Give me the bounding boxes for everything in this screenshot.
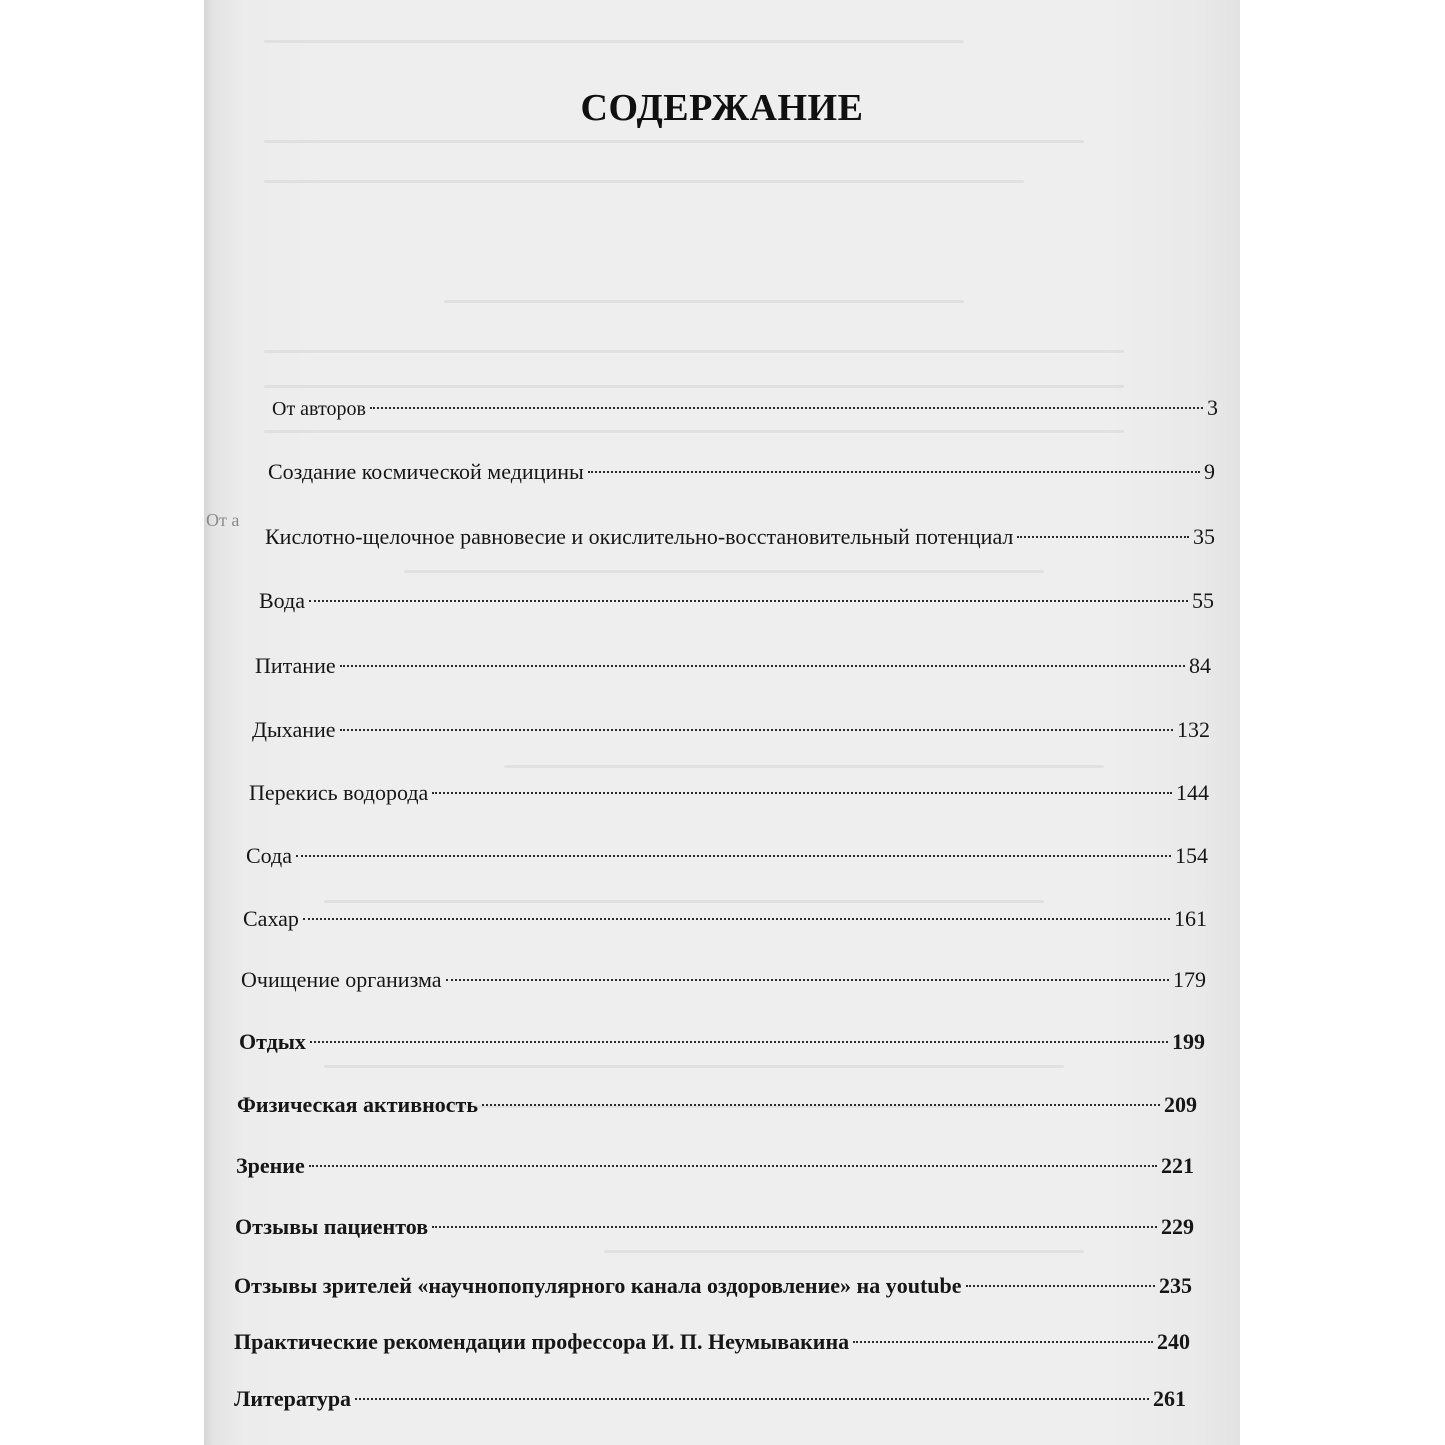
toc-entry-title: Отзывы пациентов <box>235 1214 429 1239</box>
toc-entry-page: 144 <box>1176 780 1209 805</box>
dot-leader <box>296 855 1171 857</box>
toc-entry <box>237 1090 1197 1120</box>
bleed-through-line <box>264 40 964 43</box>
dot-leader <box>853 1341 1153 1343</box>
toc-entry-title: Физическая активность <box>237 1092 478 1117</box>
toc-entry-page: 35 <box>1193 524 1215 549</box>
margin-text-fragment: От а <box>206 510 240 530</box>
toc-entry <box>234 1384 1186 1414</box>
toc-entry-title: Сода <box>246 843 292 868</box>
bleed-through-line <box>264 180 1024 183</box>
toc-entry <box>249 778 1209 808</box>
bleed-through-line <box>504 765 1104 768</box>
bleed-through-line <box>264 350 1124 353</box>
dot-leader <box>446 979 1170 981</box>
bleed-through-line <box>324 900 1044 903</box>
bleed-through-line <box>404 570 1044 573</box>
toc-entry <box>234 1327 1190 1357</box>
dot-leader <box>303 918 1170 920</box>
toc-entry-page: 132 <box>1177 717 1210 742</box>
toc-entry-title: Создание космической медицины <box>268 459 584 484</box>
toc-entry <box>268 457 1215 487</box>
book-page <box>204 0 1240 1445</box>
toc-entry <box>259 586 1214 616</box>
toc-entry-title: Сахар <box>243 906 299 931</box>
bleed-through-line <box>604 1250 1084 1253</box>
dot-leader <box>966 1285 1155 1287</box>
toc-entry <box>272 393 1218 423</box>
toc-entry <box>241 965 1206 995</box>
toc-entry-page: 3 <box>1207 395 1218 420</box>
toc-entry-title: Отдых <box>239 1029 306 1054</box>
toc-entry-page: 55 <box>1192 588 1214 613</box>
dot-leader <box>370 407 1203 409</box>
toc-entry-title: От авторов <box>272 398 366 420</box>
bleed-through-line <box>324 1065 1064 1068</box>
toc-entry-title: Зрение <box>236 1153 305 1178</box>
dot-leader <box>588 471 1200 473</box>
toc-entry-page: 221 <box>1161 1153 1194 1178</box>
toc-entry <box>235 1212 1194 1242</box>
toc-entry <box>234 1271 1192 1301</box>
toc-entry-page: 261 <box>1153 1386 1186 1411</box>
bleed-through-line <box>264 430 1124 433</box>
toc-entry-page: 154 <box>1175 843 1208 868</box>
toc-entry-page: 84 <box>1189 653 1211 678</box>
toc-entry <box>255 651 1211 681</box>
toc-entry-page: 229 <box>1161 1214 1194 1239</box>
toc-entry-page: 209 <box>1164 1092 1197 1117</box>
toc-entry-page: 199 <box>1172 1029 1205 1054</box>
toc-entry-page: 240 <box>1157 1329 1190 1354</box>
bleed-through-line <box>264 385 1124 388</box>
toc-entry-page: 161 <box>1174 906 1207 931</box>
dot-leader <box>340 665 1185 667</box>
bleed-through-line <box>444 300 964 303</box>
toc-entry-page: 179 <box>1173 967 1206 992</box>
toc-entry <box>243 904 1207 934</box>
toc-entry-page: 9 <box>1204 459 1215 484</box>
toc-entry-title: Перекись водорода <box>249 780 429 805</box>
dot-leader <box>355 1398 1149 1400</box>
toc-entry <box>265 522 1215 552</box>
toc-entry-title: Питание <box>255 653 336 678</box>
toc-entry-title: Практические рекомендации профессора И. П. Неумывакина <box>234 1329 850 1354</box>
dot-leader <box>309 1165 1157 1167</box>
dot-leader <box>310 1041 1168 1043</box>
dot-leader <box>432 792 1172 794</box>
dot-leader <box>432 1226 1157 1228</box>
toc-entry-page: 235 <box>1159 1273 1192 1298</box>
toc-entry-title: Очищение организма <box>241 967 442 992</box>
toc-entry-title: Литература <box>234 1386 352 1411</box>
toc-entry-title: Вода <box>259 588 305 613</box>
dot-leader <box>309 600 1188 602</box>
dot-leader <box>1017 536 1189 538</box>
dot-leader <box>340 729 1173 731</box>
toc-entry-title: Кислотно-щелочное равновесие и окислительно-восстановительный потенциал <box>265 524 1014 549</box>
toc-entry <box>239 1027 1205 1057</box>
toc-entry-title: Отзывы зрителей «научнопопулярного канала оздоровление» на youtube <box>234 1273 962 1298</box>
bleed-through-line <box>264 140 1084 143</box>
toc-entry <box>246 841 1208 871</box>
page-title: СОДЕРЖАНИЕ <box>580 87 864 129</box>
dot-leader <box>482 1104 1160 1106</box>
toc-entry <box>236 1151 1194 1181</box>
toc-entry <box>252 715 1210 745</box>
toc-entry-title: Дыхание <box>252 717 336 742</box>
